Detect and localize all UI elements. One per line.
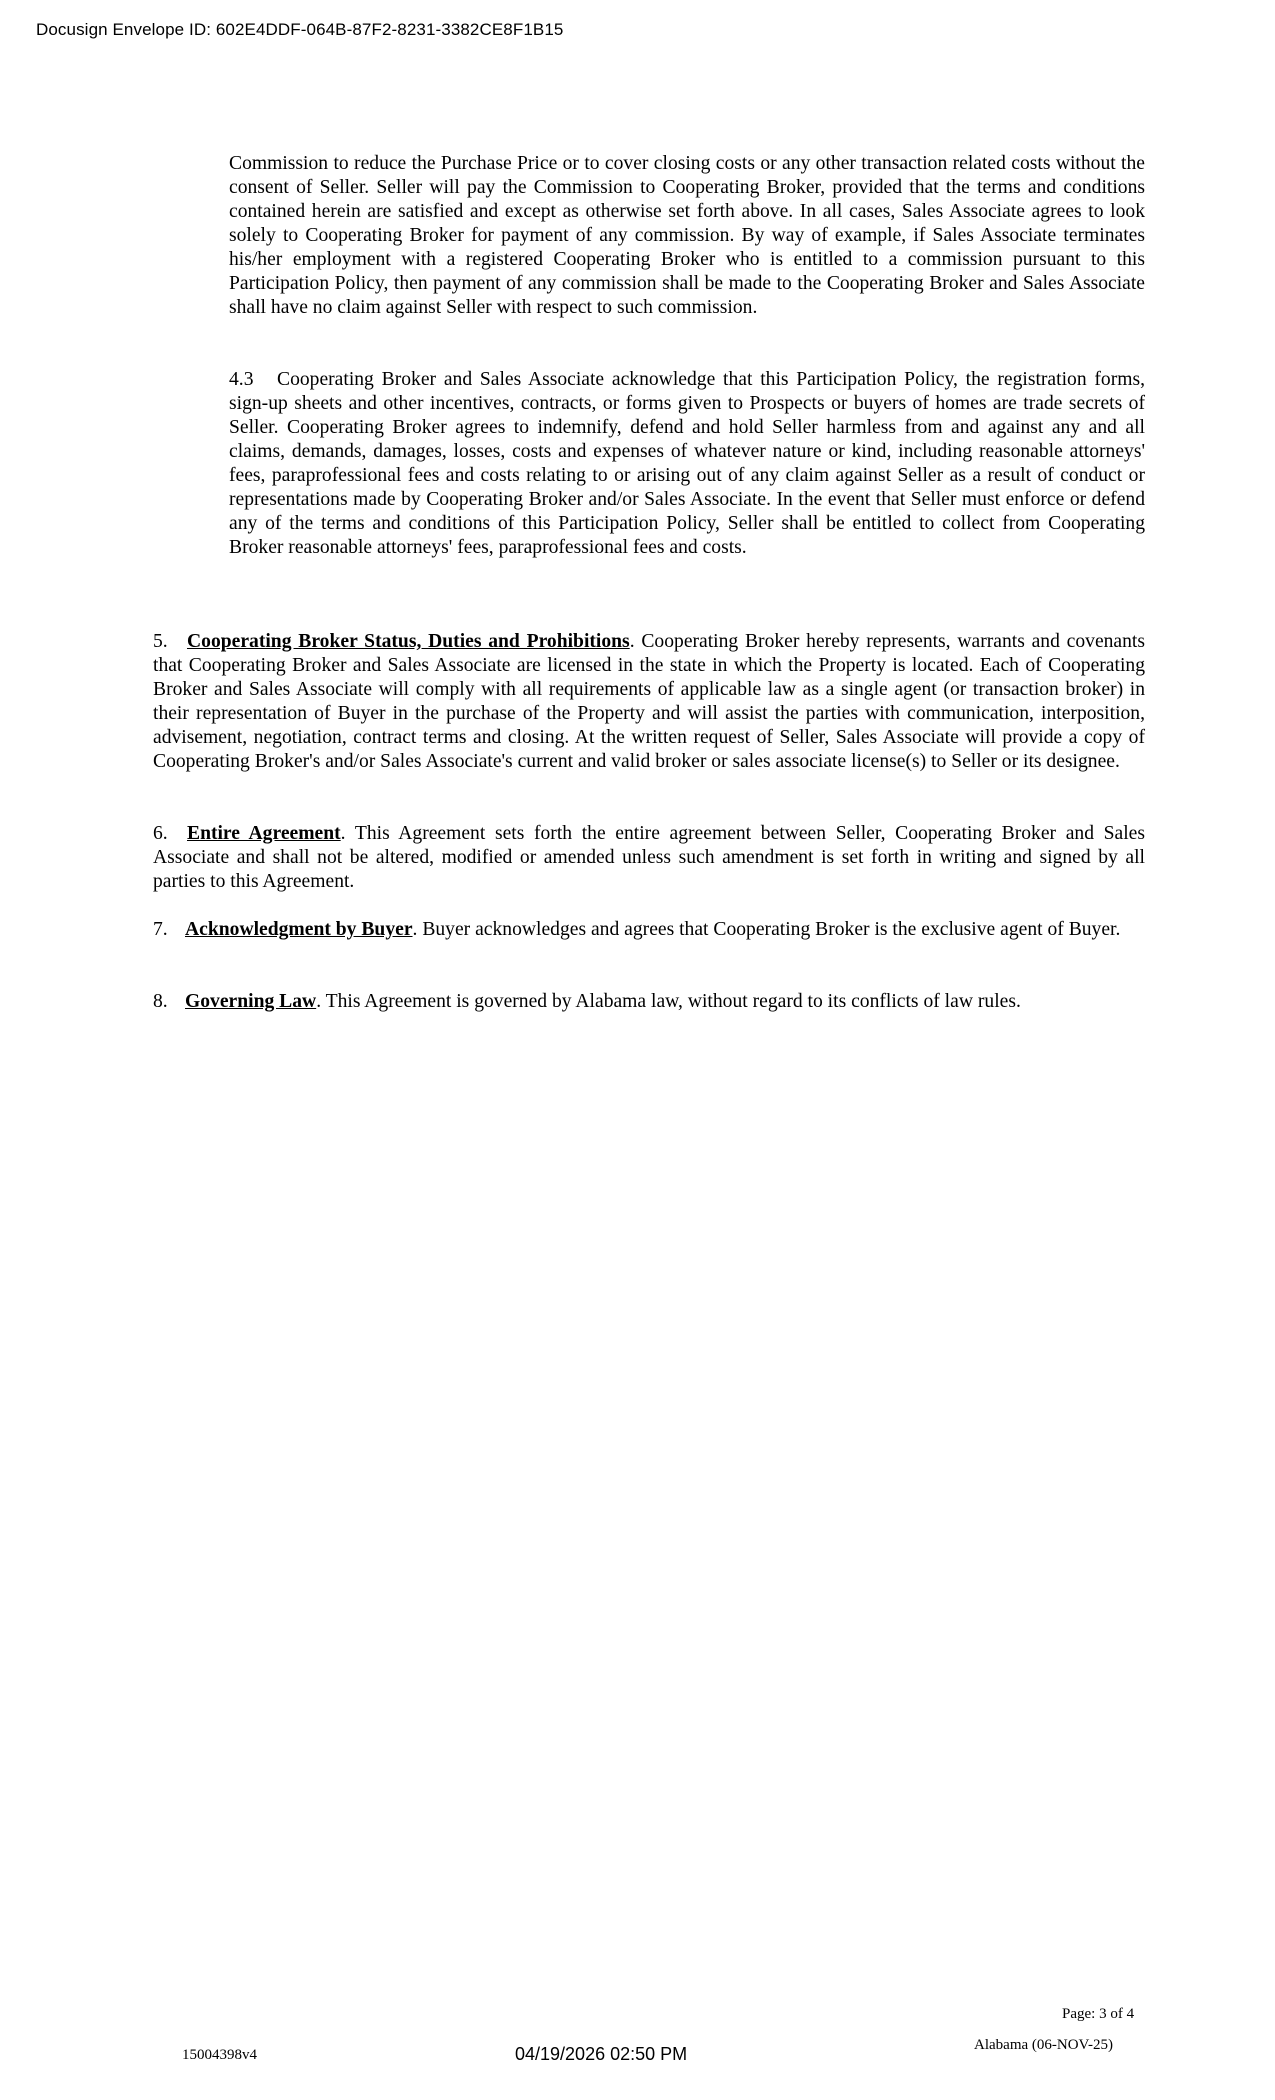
section-number: 7.: [153, 919, 168, 940]
section-number: 5.: [153, 631, 168, 652]
paragraph-4-3-text: Cooperating Broker and Sales Associate acknowledge that this Participation Policy, the registration forms, sign-up sheets and other incentives, contracts, or forms given to Prospects or buyers of homes are trade secrets of Seller. Cooperating Broker agrees to indemnify, defend and hold Seller harmless from and against any and all claims, demands, damages, losses, costs and expenses of whatever nature or kind, including reasonable attorneys' fees, paraprofessional fees and costs relating to or arising out of any claim against Seller as a result of conduct or representations made by Cooperating Broker and/or Sales Associate. In the event that Seller must enforce or defend any of the terms and conditions of this Participation Policy, Seller shall be entitled to collect from Cooperating Broker reasonable attorneys' fees, paraprofessional fees and costs.: [229, 369, 1145, 558]
signing-timestamp: 04/19/2026 02:50 PM: [515, 2044, 688, 2064]
section-7: [153, 918, 1145, 942]
section-number: 8.: [153, 991, 168, 1012]
section-5-text: . Cooperating Broker hereby represents, warrants and covenants that Cooperating Broker and Sales Associate are licensed in the state in which the Property is located. Each of Cooperating Broker and Sales Associate will comply with all requirements of applicable law as a single agent (or transaction broker) in their representation of Buyer in the purchase of the Property and will assist the parties with communication, interposition, advisement, negotiation, contract terms and closing. At the written request of Seller, Sales Associate will provide a copy of Cooperating Broker's and/or Sales Associate's current and valid broker or sales associate license(s) to Seller or its designee.: [153, 631, 1145, 772]
paragraph-number: 4.3: [229, 369, 254, 390]
section-6: [153, 822, 1145, 894]
section-8-text: . This Agreement is governed by Alabama law, without regard to its conflicts of law rules.: [316, 991, 1021, 1012]
section-7-text: . Buyer acknowledges and agrees that Cooperating Broker is the exclusive agent of Buyer.: [412, 919, 1121, 940]
paragraph-4-3: [229, 368, 1145, 560]
state-form-label: Alabama (06-NOV-25): [974, 2037, 1113, 2053]
section-5-heading: Cooperating Broker Status, Duties and Prohibitions: [187, 631, 630, 652]
section-6-text: . This Agreement sets forth the entire agreement between Seller, Cooperating Broker and Sales Associate and shall not be altered, modified or amended unless such amendment is set forth in writing and signed by all parties to this Agreement.: [153, 823, 1146, 892]
paragraph-commission-continuation: Commission to reduce the Purchase Price or to cover closing costs or any other transaction related costs without the consent of Seller. Seller will pay the Commission to Cooperating Broker, provided that the terms and conditions contained herein are satisfied and except as otherwise set forth above. In all cases, Sales Associate agrees to look solely to Cooperating Broker for payment of any commission. By way of example, if Sales Associate terminates his/her employment with a registered Cooperating Broker who is entitled to a commission pursuant to this Participation Policy, then payment of any commission shall be made to the Cooperating Broker and Sales Associate shall have no claim against Seller with respect to such commission.: [229, 153, 1145, 318]
section-7-heading: Acknowledgment by Buyer: [185, 919, 413, 940]
docusign-envelope-id: Docusign Envelope ID: 602E4DDF-064B-87F2-8231-3382CE8F1B15: [36, 20, 564, 39]
section-8: [153, 990, 1145, 1014]
document-version: 15004398v4: [182, 2047, 257, 2063]
section-6-heading: Entire Agreement: [187, 823, 341, 844]
section-number: 6.: [153, 823, 168, 844]
section-8-heading: Governing Law: [185, 991, 317, 1012]
section-5: [153, 630, 1145, 774]
page-number: Page: 3 of 4: [1062, 2006, 1135, 2022]
